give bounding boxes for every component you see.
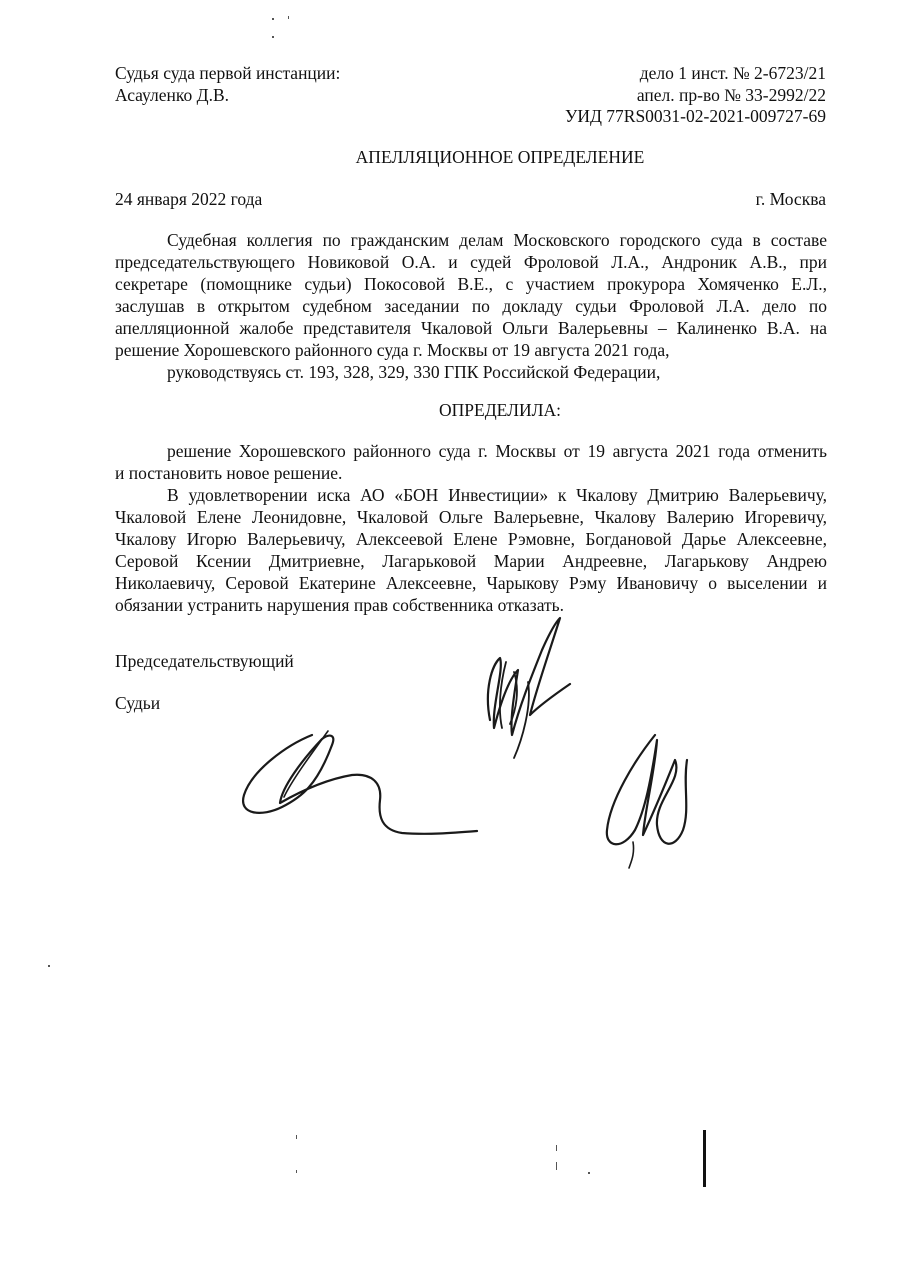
presiding-judge-signature [470,610,590,760]
decision-line: решение Хорошевского районного суда г. Москвы от 19 августа 2021 года отменить [167,441,827,461]
document-city: г. Москва [755,189,826,209]
document-title: АПЕЛЛЯЦИОННОЕ ОПРЕДЕЛЕНИЕ [355,147,645,167]
scan-speck [588,1172,590,1174]
judge-signature-2 [595,730,705,870]
decision-heading: ОПРЕДЕЛИЛА: [439,400,561,420]
case-uid: УИД 77RS0031-02-2021-009727-69 [564,106,826,126]
scan-speck [288,16,289,19]
intro-line: заслушав в открытом судебном заседании по докладу судьи Фроловой Л.А. дело по [115,296,827,316]
decision-line: Чкалову Игорю Валерьевичу, Алексеевой Елене Рэмовне, Богдановой Дарье Алексеевне, [115,529,827,549]
scan-speck [296,1170,297,1173]
first-instance-judge-label: Судья суда первой инстанции: [115,63,341,83]
decision-line: Чкаловой Елене Леонидовне, Чкаловой Ольге Валерьевне, Чкалову Валерию Игоревичу, [115,507,827,527]
scan-speck [556,1162,557,1170]
decision-line: Николаевичу, Серовой Екатерине Алексеевне, Чарыкову Рэму Ивановичу о выселении и [115,573,827,593]
first-instance-judge-name: Асауленко Д.В. [115,85,230,105]
case-number-first-instance: дело 1 инст. № 2-6723/21 [639,63,826,83]
scan-speck [296,1135,297,1139]
decision-paragraph-1 [115,440,827,484]
intro-line: председательствующего Новиковой О.А. и судей Фроловой Л.А., Андроник А.В., при [115,252,827,272]
intro-line: Судебная коллегия по гражданским делам Московского городского суда в составе [167,230,827,250]
judges-label: Судьи [115,693,161,713]
intro-line: секретаре (помощнике судьи) Покосовой В.Е., с участием прокурора Хомяченко Е.Л., [115,274,827,294]
decision-paragraph-2 [115,484,827,616]
scan-speck [272,18,274,20]
decision-line: В удовлетворении иска АО «БОН Инвестиции» к Чкалову Дмитрию Валерьевичу, [167,485,827,505]
intro-line: решение Хорошевского районного суда г. Москвы от 19 августа 2021 года, [115,340,670,360]
judge-signature-1 [232,725,482,855]
document-date: 24 января 2022 года [115,189,263,209]
case-number-appeal: апел. пр-во № 33-2992/22 [636,85,826,105]
scan-speck [272,36,274,38]
decision-line: и постановить новое решение. [115,463,343,483]
scan-mark-line [703,1130,706,1187]
scan-speck [556,1145,557,1151]
decision-line: Серовой Ксении Дмитриевне, Лагарьковой Марии Андреевне, Лагарькову Андрею [115,551,827,571]
intro-paragraph [115,229,827,383]
scan-speck [48,965,50,967]
guided-by-line: руководствуясь ст. 193, 328, 329, 330 ГПК Российской Федерации, [167,362,661,382]
intro-line: апелляционной жалобе представителя Чкаловой Ольги Валерьевны – Калиненко В.А. на [115,318,827,338]
presiding-judge-label: Председательствующий [115,651,294,671]
decision-line: обязании устранить нарушения прав собственника отказать. [115,595,565,615]
